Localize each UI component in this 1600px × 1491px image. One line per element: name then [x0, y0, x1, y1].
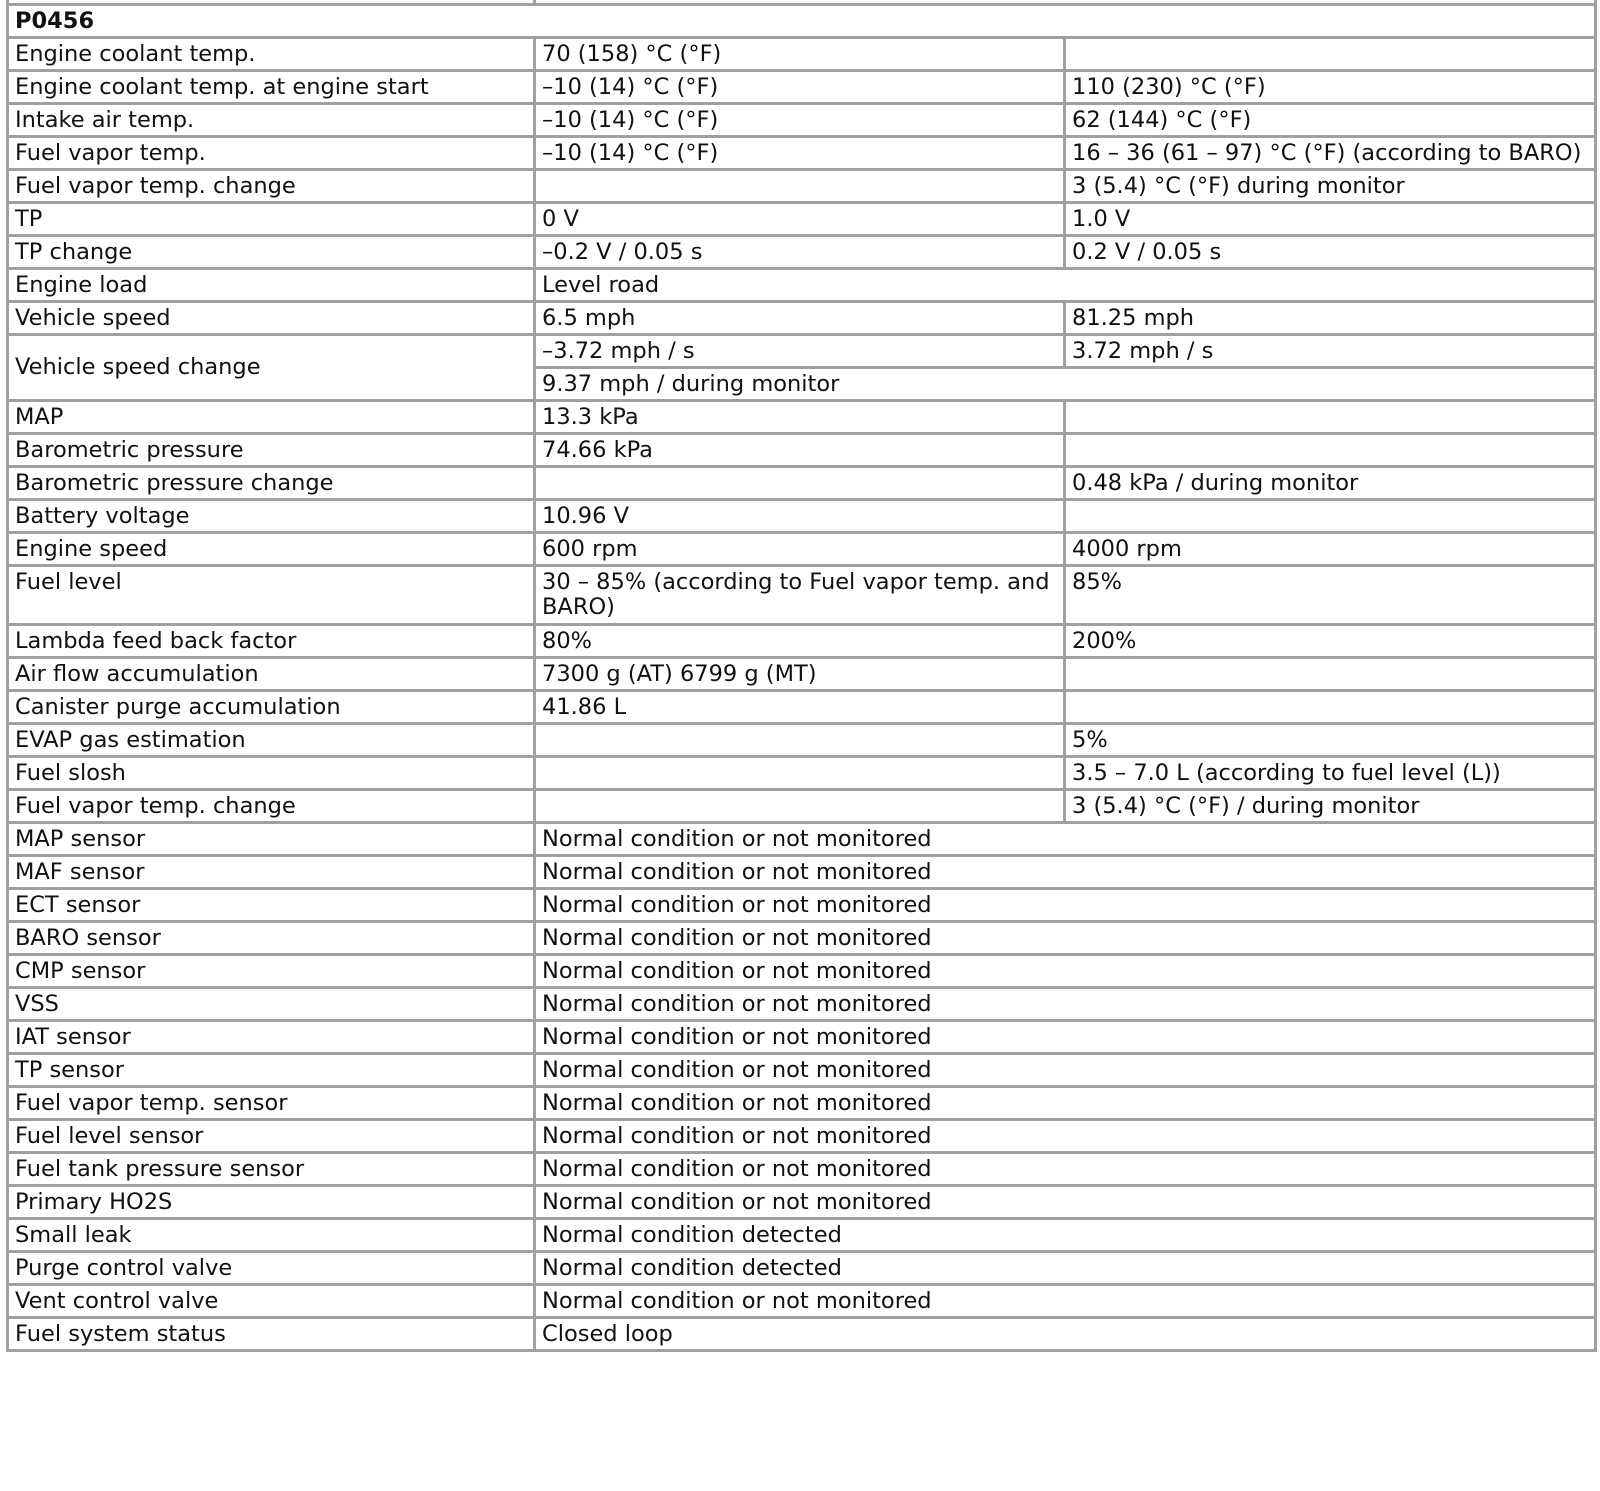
- table-row: [8, 691, 1596, 724]
- table-row: [8, 71, 1596, 104]
- row-min-value: 7300 g (AT) 6799 g (MT): [535, 658, 1065, 691]
- row-max-value: 3 (5.4) °C (°F) during monitor: [1065, 170, 1596, 203]
- table-row: [8, 236, 1596, 269]
- status-label: Primary HO2S: [8, 1186, 535, 1219]
- status-label: ECT sensor: [8, 889, 535, 922]
- status-label: TP sensor: [8, 1054, 535, 1087]
- row-label: Fuel level: [8, 566, 535, 625]
- row-min-value: [535, 467, 1065, 500]
- table-row: [8, 302, 1596, 335]
- row-min-value: 41.86 L: [535, 691, 1065, 724]
- row-min-value: 0 V: [535, 203, 1065, 236]
- row-span-value: Level road: [535, 269, 1596, 302]
- row-min-value: 13.3 kPa: [535, 401, 1065, 434]
- row-label: Engine coolant temp. at engine start: [8, 71, 535, 104]
- status-label: MAP sensor: [8, 823, 535, 856]
- status-value: Closed loop: [535, 1318, 1596, 1351]
- status-value: Normal condition detected: [535, 1252, 1596, 1285]
- row-min-value: 80%: [535, 625, 1065, 658]
- table-row: [8, 170, 1596, 203]
- table-row: [8, 500, 1596, 533]
- status-value: Normal condition or not monitored: [535, 955, 1596, 988]
- row-max-value: 3 (5.4) °C (°F) / during monitor: [1065, 790, 1596, 823]
- row-min-value: [535, 724, 1065, 757]
- conditions-table: [6, 0, 1597, 1352]
- row-min-value: 600 rpm: [535, 533, 1065, 566]
- table-row: [8, 38, 1596, 71]
- row-max-value: 0.2 V / 0.05 s: [1065, 236, 1596, 269]
- row-label: MAP: [8, 401, 535, 434]
- row-max-value: 1.0 V: [1065, 203, 1596, 236]
- table-row: [8, 823, 1596, 856]
- status-label: IAT sensor: [8, 1021, 535, 1054]
- row-label: TP: [8, 203, 535, 236]
- row-label: Fuel vapor temp. change: [8, 790, 535, 823]
- table-row: [8, 1318, 1596, 1351]
- row-label: Fuel vapor temp.: [8, 137, 535, 170]
- status-value: Normal condition or not monitored: [535, 988, 1596, 1021]
- table-row: [8, 434, 1596, 467]
- row-min-value: –0.2 V / 0.05 s: [535, 236, 1065, 269]
- row-max-value: [1065, 434, 1596, 467]
- row-min-value: 10.96 V: [535, 500, 1065, 533]
- row-label: Barometric pressure: [8, 434, 535, 467]
- row-min-value: [535, 757, 1065, 790]
- status-value: Normal condition or not monitored: [535, 1186, 1596, 1219]
- row-label: Battery voltage: [8, 500, 535, 533]
- table-row: [8, 922, 1596, 955]
- row-label: Canister purge accumulation: [8, 691, 535, 724]
- table-row: [8, 104, 1596, 137]
- row-label: Engine load: [8, 269, 535, 302]
- row-min-value: [535, 790, 1065, 823]
- row-min-value: [535, 170, 1065, 203]
- status-label: Small leak: [8, 1219, 535, 1252]
- row-max-value: 110 (230) °C (°F): [1065, 71, 1596, 104]
- row-min-value: 74.66 kPa: [535, 434, 1065, 467]
- row-min-value: –10 (14) °C (°F): [535, 104, 1065, 137]
- table-row: [8, 1087, 1596, 1120]
- status-label: MAF sensor: [8, 856, 535, 889]
- status-label: Fuel vapor temp. sensor: [8, 1087, 535, 1120]
- row-min-value: –10 (14) °C (°F): [535, 71, 1065, 104]
- status-value: Normal condition or not monitored: [535, 1153, 1596, 1186]
- row-label: Intake air temp.: [8, 104, 535, 137]
- status-value: Normal condition or not monitored: [535, 1120, 1596, 1153]
- table-row: [8, 1054, 1596, 1087]
- table-row: [8, 856, 1596, 889]
- table-row: [8, 467, 1596, 500]
- row-label: Engine speed: [8, 533, 535, 566]
- table-row: [8, 1285, 1596, 1318]
- table-row: [8, 566, 1596, 625]
- status-label: Vent control valve: [8, 1285, 535, 1318]
- table-row: [8, 1252, 1596, 1285]
- status-label: BARO sensor: [8, 922, 535, 955]
- row-min-value: –3.72 mph / s: [535, 335, 1065, 368]
- row-label: Vehicle speed: [8, 302, 535, 335]
- row-min-value: 70 (158) °C (°F): [535, 38, 1065, 71]
- table-row: [8, 1219, 1596, 1252]
- status-value: Normal condition or not monitored: [535, 889, 1596, 922]
- status-value: Normal condition or not monitored: [535, 823, 1596, 856]
- table-row: [8, 401, 1596, 434]
- table-row: [8, 203, 1596, 236]
- row-max-value: [1065, 401, 1596, 434]
- row-max-value: 85%: [1065, 566, 1596, 625]
- dtc-code-title: P0456: [8, 5, 1596, 38]
- row-max-value: 62 (144) °C (°F): [1065, 104, 1596, 137]
- row-max-value: 200%: [1065, 625, 1596, 658]
- row-max-value: 5%: [1065, 724, 1596, 757]
- status-value: Normal condition or not monitored: [535, 1087, 1596, 1120]
- table-row: [8, 335, 1596, 368]
- row-label: Fuel vapor temp. change: [8, 170, 535, 203]
- status-label: Purge control valve: [8, 1252, 535, 1285]
- row-min-value: –10 (14) °C (°F): [535, 137, 1065, 170]
- table-row: [8, 790, 1596, 823]
- row-max-value: 16 – 36 (61 – 97) °C (°F) (according to BARO): [1065, 137, 1596, 170]
- row-min-value: 6.5 mph: [535, 302, 1065, 335]
- table-title-row: [8, 5, 1596, 38]
- status-value: Normal condition detected: [535, 1219, 1596, 1252]
- status-value: Normal condition or not monitored: [535, 1054, 1596, 1087]
- row-label: EVAP gas estimation: [8, 724, 535, 757]
- table-row: [8, 1120, 1596, 1153]
- status-label: Fuel system status: [8, 1318, 535, 1351]
- table-row: [8, 988, 1596, 1021]
- table-row: [8, 1021, 1596, 1054]
- row-max-value: 81.25 mph: [1065, 302, 1596, 335]
- row-max-value: [1065, 691, 1596, 724]
- table-row: [8, 889, 1596, 922]
- table-row: [8, 137, 1596, 170]
- row-label: Air flow accumulation: [8, 658, 535, 691]
- status-label: CMP sensor: [8, 955, 535, 988]
- table-row: [8, 658, 1596, 691]
- status-label: Fuel level sensor: [8, 1120, 535, 1153]
- row-label: Lambda feed back factor: [8, 625, 535, 658]
- row-label: Engine coolant temp.: [8, 38, 535, 71]
- status-value: Normal condition or not monitored: [535, 1285, 1596, 1318]
- row-max-value: 3.72 mph / s: [1065, 335, 1596, 368]
- row-max-value: [1065, 38, 1596, 71]
- table-row: [8, 955, 1596, 988]
- status-value: Normal condition or not monitored: [535, 922, 1596, 955]
- status-label: Fuel tank pressure sensor: [8, 1153, 535, 1186]
- row-max-value: [1065, 500, 1596, 533]
- row-label: Fuel slosh: [8, 757, 535, 790]
- status-value: Normal condition or not monitored: [535, 856, 1596, 889]
- row-span-value: 9.37 mph / during monitor: [535, 368, 1596, 401]
- row-label: Vehicle speed change: [8, 335, 535, 401]
- row-label: TP change: [8, 236, 535, 269]
- table-row: [8, 724, 1596, 757]
- table-row: [8, 1153, 1596, 1186]
- table-row: [8, 757, 1596, 790]
- row-max-value: [1065, 658, 1596, 691]
- table-row: [8, 269, 1596, 302]
- table-row: [8, 533, 1596, 566]
- row-max-value: 3.5 – 7.0 L (according to fuel level (L)): [1065, 757, 1596, 790]
- status-label: VSS: [8, 988, 535, 1021]
- row-label: Barometric pressure change: [8, 467, 535, 500]
- table-row: [8, 1186, 1596, 1219]
- table-row: [8, 625, 1596, 658]
- row-max-value: 0.48 kPa / during monitor: [1065, 467, 1596, 500]
- row-max-value: 4000 rpm: [1065, 533, 1596, 566]
- row-min-value: 30 – 85% (according to Fuel vapor temp. and BARO): [535, 566, 1065, 625]
- status-value: Normal condition or not monitored: [535, 1021, 1596, 1054]
